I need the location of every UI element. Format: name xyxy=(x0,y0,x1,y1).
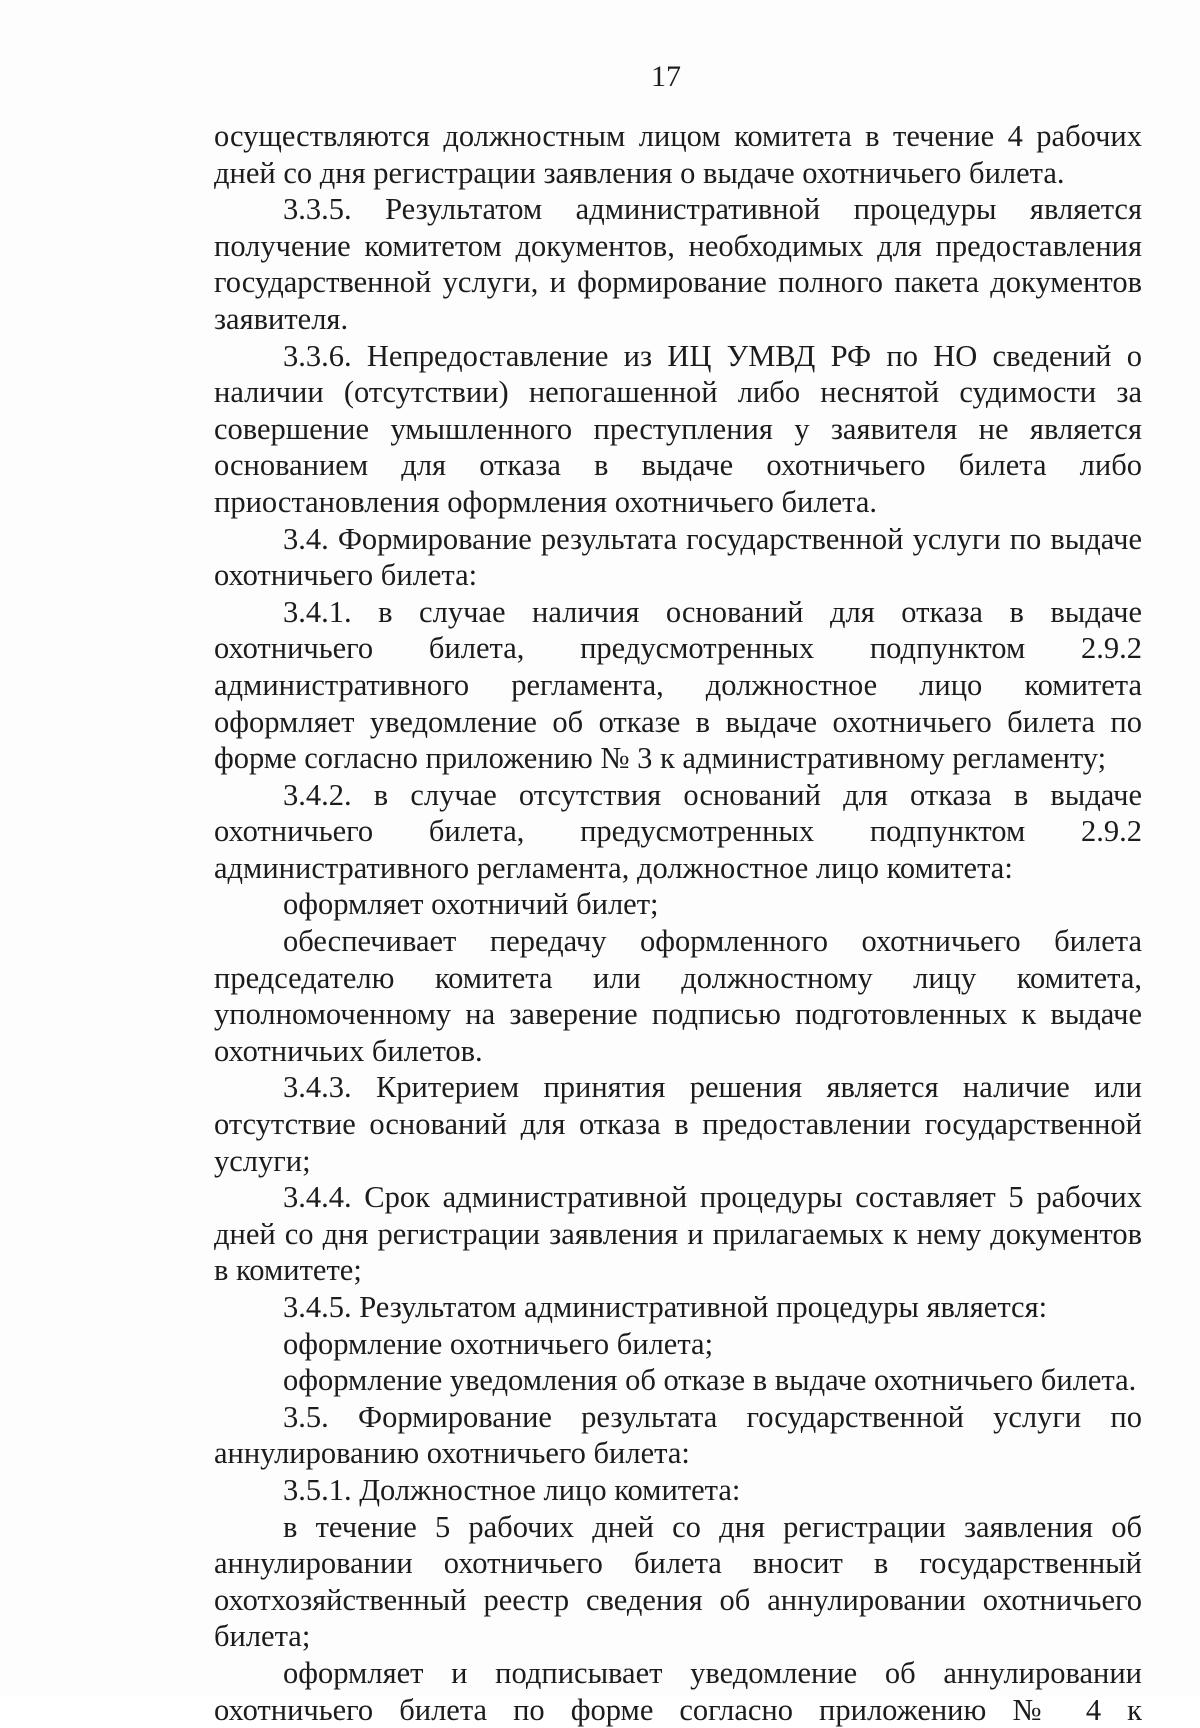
paragraph: 3.4. Формирование результата государственной услуги по выдаче охотничьего билета: xyxy=(214,521,1142,593)
paragraph: 3.3.5. Результатом административной процедуры является получение комитетом документов, необходимых для предоставления государственной услуги, и формирование полного пакета документов заявителя. xyxy=(214,192,1142,336)
paragraph: оформление охотничьего билета; xyxy=(283,1326,714,1361)
paragraph: 3.4.1. в случае наличия оснований для отказа в выдаче охотничьего билета, предусмотренных подпунктом 2.9.2 административного регламента, должностное лицо комитета оформляет уведомление об отказе в выдаче охотничьего билета по форме согласно приложению № 3 к административному регламенту; xyxy=(214,594,1142,776)
paragraph: 3.4.3. Критерием принятия решения является наличие или отсутствие оснований для отказа в предоставлении государственной услуги; xyxy=(214,1070,1142,1178)
paragraph: в течение 5 рабочих дней со дня регистрации заявления об аннулировании охотничьего билета вносит в государственный охотхозяйственный реестр сведения об аннулировании охотничьего билета; xyxy=(214,1509,1142,1654)
paragraph: 3.4.5. Результатом административной процедуры является: xyxy=(283,1290,1048,1324)
document-body xyxy=(214,118,1142,1728)
page-number: 17 xyxy=(651,60,681,93)
paragraph: 3.5. Формирование результата государственной услуги по аннулированию охотничьего билета: xyxy=(214,1399,1142,1471)
paragraph: осуществляются должностным лицом комитета в течение 4 рабочих дней со дня регистрации заявления о выдаче охотничьего билета. xyxy=(214,119,1142,190)
paragraph: 3.5.1. Должностное лицо комитета: xyxy=(283,1472,741,1507)
paragraph: оформление уведомления об отказе в выдаче охотничьего билета. xyxy=(283,1363,1137,1398)
paragraph: 3.4.4. Срок административной процедуры составляет 5 рабочих дней со дня регистрации заявления и прилагаемых к нему документов в комитете; xyxy=(214,1180,1142,1288)
paragraph: оформляет охотничий билет; xyxy=(283,887,659,922)
paragraph: 3.4.2. в случае отсутствия оснований для отказа в выдаче охотничьего билета, предусмотренных подпунктом 2.9.2 административного регламента, должностное лицо комитета: xyxy=(214,777,1142,885)
paragraph: 3.3.6. Непредоставление из ИЦ УМВД РФ по НО сведений о наличии (отсутствии) непогашенной либо неснятой судимости за совершение умышленного преступления у заявителя не является основанием для отказа в выдаче охотничьего билета либо приостановления оформления охотничьего билета. xyxy=(214,338,1142,519)
paragraph: обеспечивает передачу оформленного охотничьего билета председателю комитета или должностному лицу комитета, уполномоченному на заверение подписью подготовленных к выдаче охотничьих билетов. xyxy=(214,924,1142,1068)
paragraph: оформляет и подписывает уведомление об аннулировании охотничьего билета по форме согласно приложению № 4 к xyxy=(214,1655,1142,1727)
